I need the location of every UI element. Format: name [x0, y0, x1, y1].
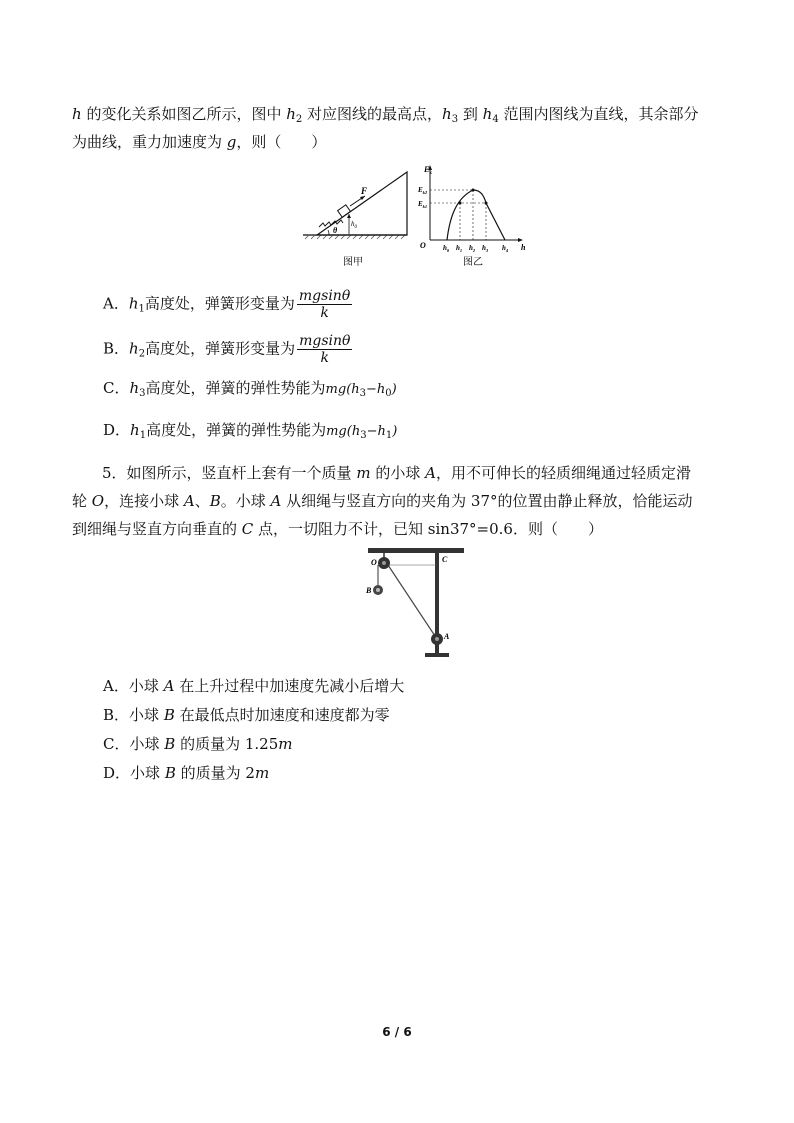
stem-line-2: 为曲线，重力加速度为 g，则（ ） — [72, 133, 327, 151]
label-theta: θ — [333, 226, 338, 235]
ek-curve — [447, 190, 505, 240]
label-O: O — [371, 558, 377, 567]
label-C: C — [442, 555, 448, 564]
q5-line-1: 5．如图所示，竖直杆上套有一个质量 m 的小球 A，用不可伸长的轻质细绳通过轻质定滑 — [102, 464, 691, 482]
option-4D: D．$h_1$高度处，弹簧的弹性势能为$mg(h_3-h_1)$ — [103, 421, 398, 441]
figure-pulley-system — [360, 545, 470, 665]
option-5A: A．小球 A 在上升过程中加速度先减小后增大 — [103, 677, 405, 695]
incline-triangle — [317, 172, 407, 235]
top-beam — [368, 548, 464, 553]
option-5C: C．小球 B 的质量为 1.25m — [103, 735, 293, 753]
label-F: F — [361, 186, 368, 196]
label-h0: $h_0$ — [351, 220, 357, 230]
option-4B: B．$h_2$高度处，弹簧形变量为 $\frac{mgsin\theta}{k}$ — [103, 333, 351, 366]
incline-diagram — [303, 172, 407, 268]
q5-line-2: 轮 O，连接小球 A、B。小球 A 从细绳与竖直方向的夹角为 37°的位置由静止释放，恰能运动 — [72, 492, 693, 510]
axis-label-h: h — [521, 243, 526, 252]
fraction: $\frac{mgsin\theta}{k}$ — [298, 288, 351, 321]
option-5D: D．小球 B 的质量为 2m — [103, 764, 270, 782]
rod-base — [425, 653, 449, 657]
tick-h2: $h_2$ — [469, 244, 476, 253]
caption-left: 图甲 — [343, 257, 363, 268]
fraction: $\frac{mgsin\theta}{k}$ — [299, 333, 351, 366]
figure-incline-and-graph — [295, 160, 535, 275]
question-5-stem — [72, 459, 722, 543]
option-5B: B．小球 B 在最低点时加速度和速度都为零 — [103, 706, 390, 724]
tick-h4: $h_4$ — [502, 244, 509, 253]
caption-right: 图乙 — [463, 257, 483, 268]
ek-h-graph — [417, 165, 526, 268]
label-B: B — [366, 586, 372, 595]
string — [384, 559, 437, 639]
tick-h3: $h_3$ — [482, 244, 489, 253]
option-4C: C．$h_3$高度处，弹簧的弹性势能为$mg(h_3-h_0)$ — [103, 379, 397, 399]
tick-Ek2: $E_{k2}$ — [418, 186, 428, 195]
origin-label: O — [420, 241, 426, 250]
tick-Ek1: $E_{k1}$ — [418, 200, 428, 209]
question-4-stem — [72, 100, 722, 156]
spring — [319, 220, 343, 227]
tick-h1: $h_1$ — [456, 244, 463, 253]
page-number: 6 / 6 — [382, 1025, 412, 1039]
stem-line-1: h 的变化关系如图乙所示，图中 $h_2$ 对应图线的最高点，$h_3$ 到 $h_4$ 范围内图线为直线，其余部分 — [72, 105, 699, 125]
option-4A: A．$h_1$高度处，弹簧形变量为 $\frac{mgsin\theta}{k}$ — [103, 288, 351, 321]
tick-h0: $h_0$ — [443, 244, 450, 253]
axis-label-Ek: $E_k$ — [424, 165, 432, 176]
q5-line-3: 到细绳与竖直方向垂直的 C 点，一切阻力不计，已知 sin37°=0.6．则（ ） — [72, 520, 603, 538]
label-A: A — [444, 632, 450, 641]
